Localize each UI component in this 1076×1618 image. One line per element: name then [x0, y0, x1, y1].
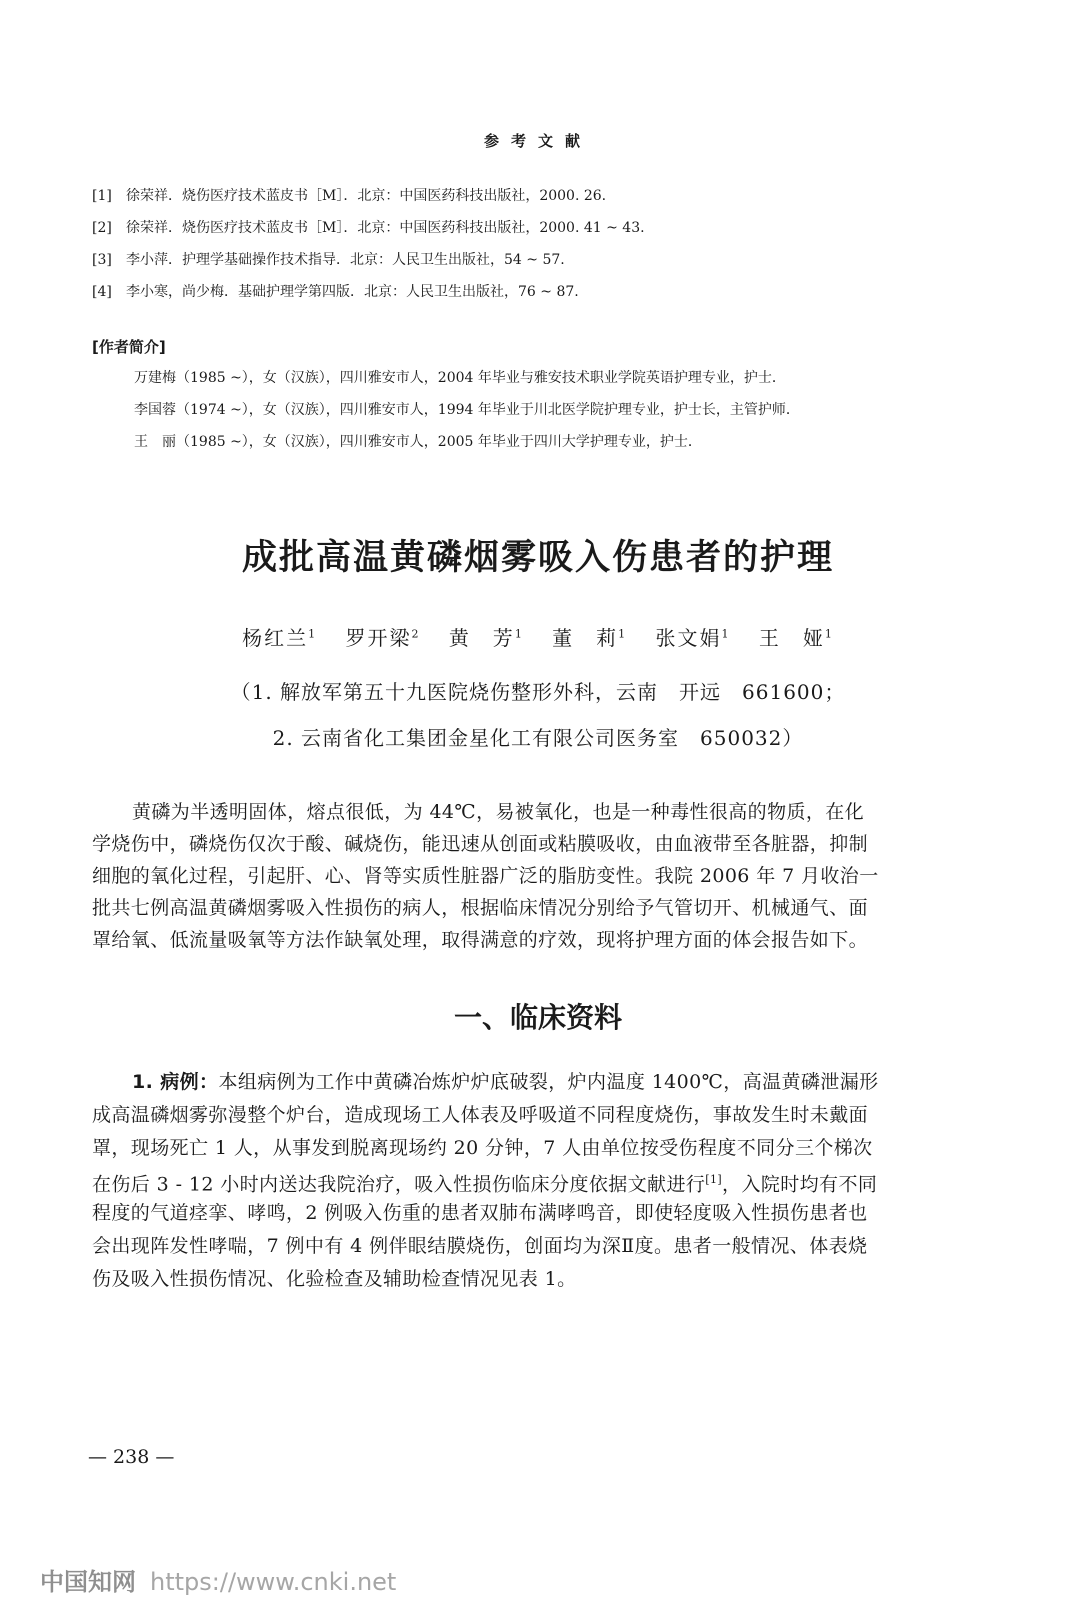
text-line: 学烧伤中，磷烧伤仅次于酸、碱烧伤，能迅速从创面或粘膜吸收，由血液带至各脏器，抑制 — [92, 833, 869, 855]
text-line: 细胞的氧化过程，引起肝、心、肾等实质性脏器广泛的脂肪变性。我院 2006 年 7 月收治一 — [92, 865, 879, 887]
text-line — [92, 1164, 992, 1197]
author-bio-list — [134, 362, 1014, 458]
affiliation-2: 2. 云南省化工集团金星化工有限公司医务室 650032） — [272, 726, 804, 750]
reference-number: [1] — [92, 188, 112, 204]
author-affiliation-mark: 1 — [618, 627, 628, 641]
section-heading: 一、临床资料 — [453, 1001, 622, 1034]
reference-number: [2] — [92, 220, 112, 236]
text-line: 伤及吸入性损伤情况、化验检查及辅助检查情况见表 1。 — [92, 1267, 577, 1290]
author-affiliation-mark: 1 — [824, 627, 834, 641]
author — [656, 622, 731, 651]
author-bio-item: 李国蓉（1974 ~），女（汉族），四川雅安市人，1994 年毕业于川北医学院护理专业，护士长，主管护师． — [134, 402, 800, 418]
text-line: 成高温磷烟雾弥漫整个炉台，造成现场工人体表及呼吸道不同程度烧伤，事故发生时未戴面 — [92, 1103, 869, 1126]
footer-watermark — [40, 1562, 396, 1597]
text-line: 会出现阵发性哮喘，7 例中有 4 例伴眼结膜烧伤，创面均为深Ⅱ度。患者一般情况、体表烧 — [92, 1234, 868, 1257]
reference-item — [92, 180, 992, 212]
author-bio-item: 万建梅（1985 ~），女（汉族），四川雅安市人，2004 年毕业与雅安技术职业学院英语护理专业，护士． — [134, 370, 786, 386]
author-name: 杨红兰 — [242, 626, 309, 650]
case-text: 本组病例为工作中黄磷冶炼炉炉底破裂，炉内温度 1400℃，高温黄磷泄漏形 — [218, 1071, 879, 1093]
reference-text: 徐荣祥．烧伤医疗技术蓝皮书［M］．北京：中国医药科技出版社，2000. 41 ~ 43. — [126, 220, 645, 236]
author-affiliation-mark: 1 — [308, 627, 318, 641]
reference-item — [92, 276, 992, 308]
author — [449, 622, 524, 651]
author-name: 王 娅 — [758, 626, 825, 650]
affiliation-1: （1. 解放军第五十九医院烧伤整形外科，云南 开远 661600； — [230, 680, 846, 704]
author — [345, 622, 420, 651]
author-affiliation-mark: 1 — [721, 627, 731, 641]
reference-number: [4] — [92, 284, 112, 300]
reference-item — [92, 244, 992, 276]
page-number: — 238 — — [88, 1446, 175, 1468]
author-name: 董 莉 — [552, 626, 619, 650]
references-heading: 参考文献 — [483, 132, 592, 150]
footer-brand: 中国知网 — [40, 1568, 136, 1596]
author — [552, 622, 627, 651]
article-title: 成批高温黄磷烟雾吸入伤患者的护理 — [241, 538, 834, 578]
author-bio-heading: [作者简介] — [92, 338, 166, 356]
author — [242, 622, 317, 651]
text-line — [92, 1066, 992, 1099]
reference-number: [3] — [92, 252, 112, 268]
text-line: 罩给氧、低流量吸氧等方法作缺氧处理，取得满意的疗效，现将护理方面的体会报告如下。 — [92, 929, 869, 951]
author-name: 张文娟 — [655, 626, 722, 650]
reference-list — [92, 180, 992, 308]
text-line: 程度的气道痉挛、哮鸣，2 例吸入伤重的患者双肺布满哮鸣音，即使轻度吸入性损伤患者也 — [92, 1202, 868, 1225]
reference-text: 李小萍．护理学基础操作技术指导．北京：人民卫生出版社，54 ~ 57. — [126, 252, 565, 268]
author-affiliation-mark: 2 — [411, 627, 421, 641]
author-name: 黄 芳 — [448, 626, 515, 650]
citation-mark: [1] — [705, 1173, 723, 1187]
intro-paragraph — [92, 796, 992, 956]
case-paragraph — [92, 1066, 992, 1296]
reference-text: 徐荣祥．烧伤医疗技术蓝皮书［M］．北京：中国医药科技出版社，2000. 26. — [126, 188, 607, 204]
text-line: 批共七例高温黄磷烟雾吸入性损伤的病人，根据临床情况分别给予气管切开、机械通气、面 — [92, 897, 869, 919]
author-line — [0, 622, 1076, 651]
author — [759, 622, 834, 651]
reference-text: 李小寒，尚少梅．基础护理学第四版．北京：人民卫生出版社，76 ~ 87. — [126, 284, 579, 300]
case-label: 1. 病例： — [132, 1071, 219, 1093]
author-bio-item: 王 丽（1985 ~），女（汉族），四川雅安市人，2005 年毕业于四川大学护理专业，护士． — [134, 434, 702, 450]
case-text: 在伤后 3 - 12 小时内送达我院治疗，吸入性损伤临床分度依据文献进行 — [92, 1173, 706, 1196]
author-affiliation-mark: 1 — [514, 627, 524, 641]
case-text: ，入院时均有不同 — [722, 1173, 878, 1196]
text-line: 黄磷为半透明固体，熔点很低，为 44℃，易被氧化，也是一种毒性很高的物质，在化 — [132, 801, 865, 823]
footer-url: https://www.cnki.net — [150, 1568, 397, 1596]
text-line: 罩，现场死亡 1 人，从事发到脱离现场约 20 分钟，7 人由单位按受伤程度不同分三个梯次 — [92, 1136, 873, 1159]
author-name: 罗开梁 — [345, 626, 412, 650]
reference-item — [92, 212, 992, 244]
